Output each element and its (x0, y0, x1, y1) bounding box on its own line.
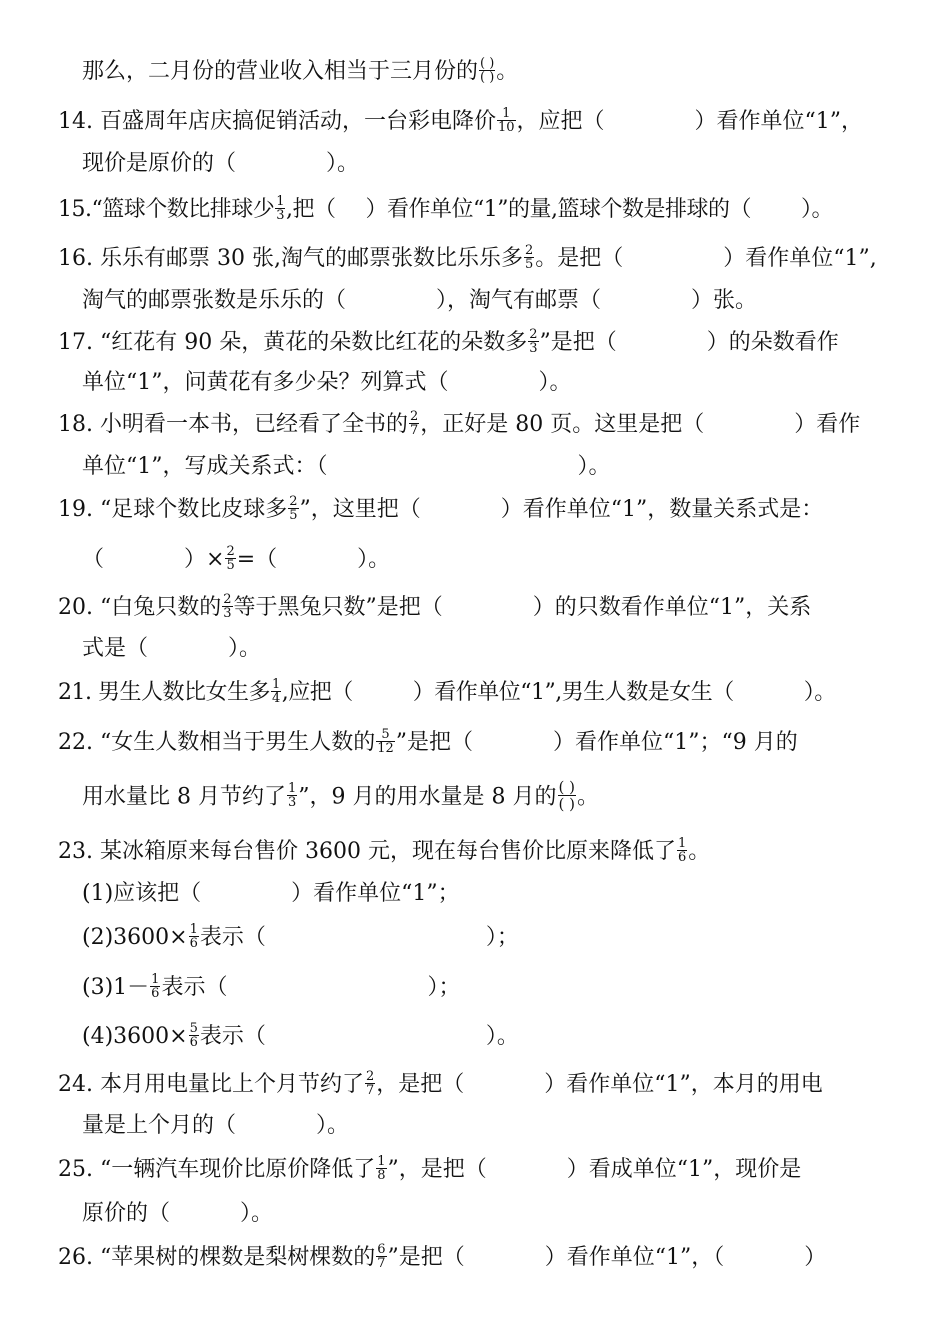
q24-line-1: 24. 本月用电量比上个月节约了 $\frac{2}{7}$ ，是把（ ）看作单位“1”，本月的用电 (58, 1068, 823, 1098)
fraction: $\frac{1}{3}$ (287, 781, 297, 810)
fraction: $\frac{2}{3}$ (223, 591, 232, 621)
q14-line-1: 14. 百盛周年店庆搞促销活动，一台彩电降价 $\frac{1}{10}$ ，应把（ ）看作单位“1”， (58, 105, 864, 135)
q17-line-1: 17. “红花有 90 朵，黄花的朵数比红花的朵数多 $\frac{2}{3}$ ”是把（ ）的朵数看作 (58, 326, 839, 356)
q25-line-2: 原价的（ ）。 (82, 1201, 274, 1226)
fraction: $\frac{( )}{( )}$ (480, 55, 495, 85)
text: 那么，二月份的营业收入相当于三月份的 (82, 59, 479, 84)
q22-line-2: 用水量比 8 月节约了 $\frac{1}{3}$ ”，9 月的用水量是 8 月的 $\frac{( )}{( )}$ 。 (82, 778, 599, 813)
q20-line-2: 式是（ ）。 (82, 636, 262, 661)
fraction: $\frac{1}{8}$ (377, 1153, 386, 1183)
fraction: $\frac{1}{6}$ (151, 971, 160, 1001)
q23-part-3: (3)1－ $\frac{1}{6}$ 表示（ ）； (82, 971, 461, 1001)
fraction: $\frac{5}{6}$ (189, 1020, 198, 1050)
q16-line-1: 16. 乐乐有邮票 30 张,淘气的邮票张数比乐乐多 $\frac{2}{5}$ 。是把（ ）看作单位“1”, (58, 242, 877, 272)
q18-line-2: 单位“1”，写成关系式：（ ）。 (82, 454, 611, 479)
q23-stem: 23. 某冰箱原来每台售价 3600 元，现在每台售价比原来降低了 $\frac{1}{6}$ 。 (58, 835, 711, 865)
q13-line: 那么，二月份的营业收入相当于三月份的 $\frac{( )}{( )}$ 。 (82, 55, 519, 85)
fraction: $\frac{1}{3}$ (276, 193, 285, 223)
fraction: $\frac{6}{7}$ (377, 1241, 386, 1271)
fraction: $\frac{1}{10}$ (497, 105, 515, 135)
fraction: $\frac{2}{7}$ (409, 408, 419, 438)
q17-line-2: 单位“1”，问黄花有多少朵？列算式（ ）。 (82, 370, 572, 395)
fraction: $\frac{2}{5}$ (226, 543, 235, 573)
fraction: $\frac{5}{12}$ (377, 726, 394, 756)
q15-line: 15.“篮球个数比排球少 $\frac{1}{3}$ ,把（ ）看作单位“1”的量,篮球个数是排球的（ ）。 (58, 193, 834, 223)
q19-line-1: 19. “足球个数比皮球多 $\frac{2}{5}$ ”，这里把（ ）看作单位“1”，数量关系式是： (58, 493, 824, 523)
q26-line: 26. “苹果树的棵数是梨树棵数的 $\frac{6}{7}$ ”是把（ ）看作单位“1”，（ ） (58, 1241, 827, 1271)
q18-line-1: 18. 小明看一本书，已经看了全书的 $\frac{2}{7}$ ，正好是 80 页。这里是把（ ）看作 (58, 408, 861, 438)
q23-part-1: (1)应该把（ ）看作单位“1”； (82, 881, 460, 906)
fraction: $\frac{2}{5}$ (289, 493, 298, 523)
q14-line-2: 现价是原价的（ ）。 (82, 151, 360, 176)
q23-part-2: (2)3600× $\frac{1}{6}$ 表示（ ）； (82, 921, 519, 951)
q19-line-2: （ ）× $\frac{2}{5}$ =（ ）。 (82, 543, 391, 573)
q20-line-1: 20. “白兔只数的 $\frac{2}{3}$ 等于黑兔只数”是把（ ）的只数看作单位“1”，关系 (58, 591, 812, 621)
fraction: $\frac{1}{4}$ (271, 676, 280, 706)
q24-line-2: 量是上个月的（ ）。 (82, 1113, 350, 1138)
fraction: $\frac{1}{6}$ (189, 921, 198, 951)
fraction: $\frac{1}{6}$ (677, 835, 687, 865)
q22-line-1: 22. “女生人数相当于男生人数的 $\frac{5}{12}$ ”是把（ ）看作单位“1”；“9 月的 (58, 726, 798, 756)
q21-line: 21. 男生人数比女生多 $\frac{1}{4}$ ,应把（ ）看作单位“1”,男生人数是女生（ ）。 (58, 676, 836, 706)
answer-fraction[interactable]: $\frac{( )}{( )}$ (558, 778, 575, 813)
q25-line-1: 25. “一辆汽车现价比原价降低了 $\frac{1}{8}$ ”，是把（ ）看成单位“1”，现价是 (58, 1153, 802, 1183)
fraction: $\frac{2}{7}$ (365, 1068, 375, 1098)
fraction: $\frac{2}{3}$ (529, 326, 538, 356)
fraction: $\frac{2}{5}$ (524, 242, 534, 272)
q23-part-4: (4)3600× $\frac{5}{6}$ 表示（ ）。 (82, 1020, 519, 1050)
q16-line-2: 淘气的邮票张数是乐乐的（ ），淘气有邮票（ ）张。 (82, 288, 758, 313)
